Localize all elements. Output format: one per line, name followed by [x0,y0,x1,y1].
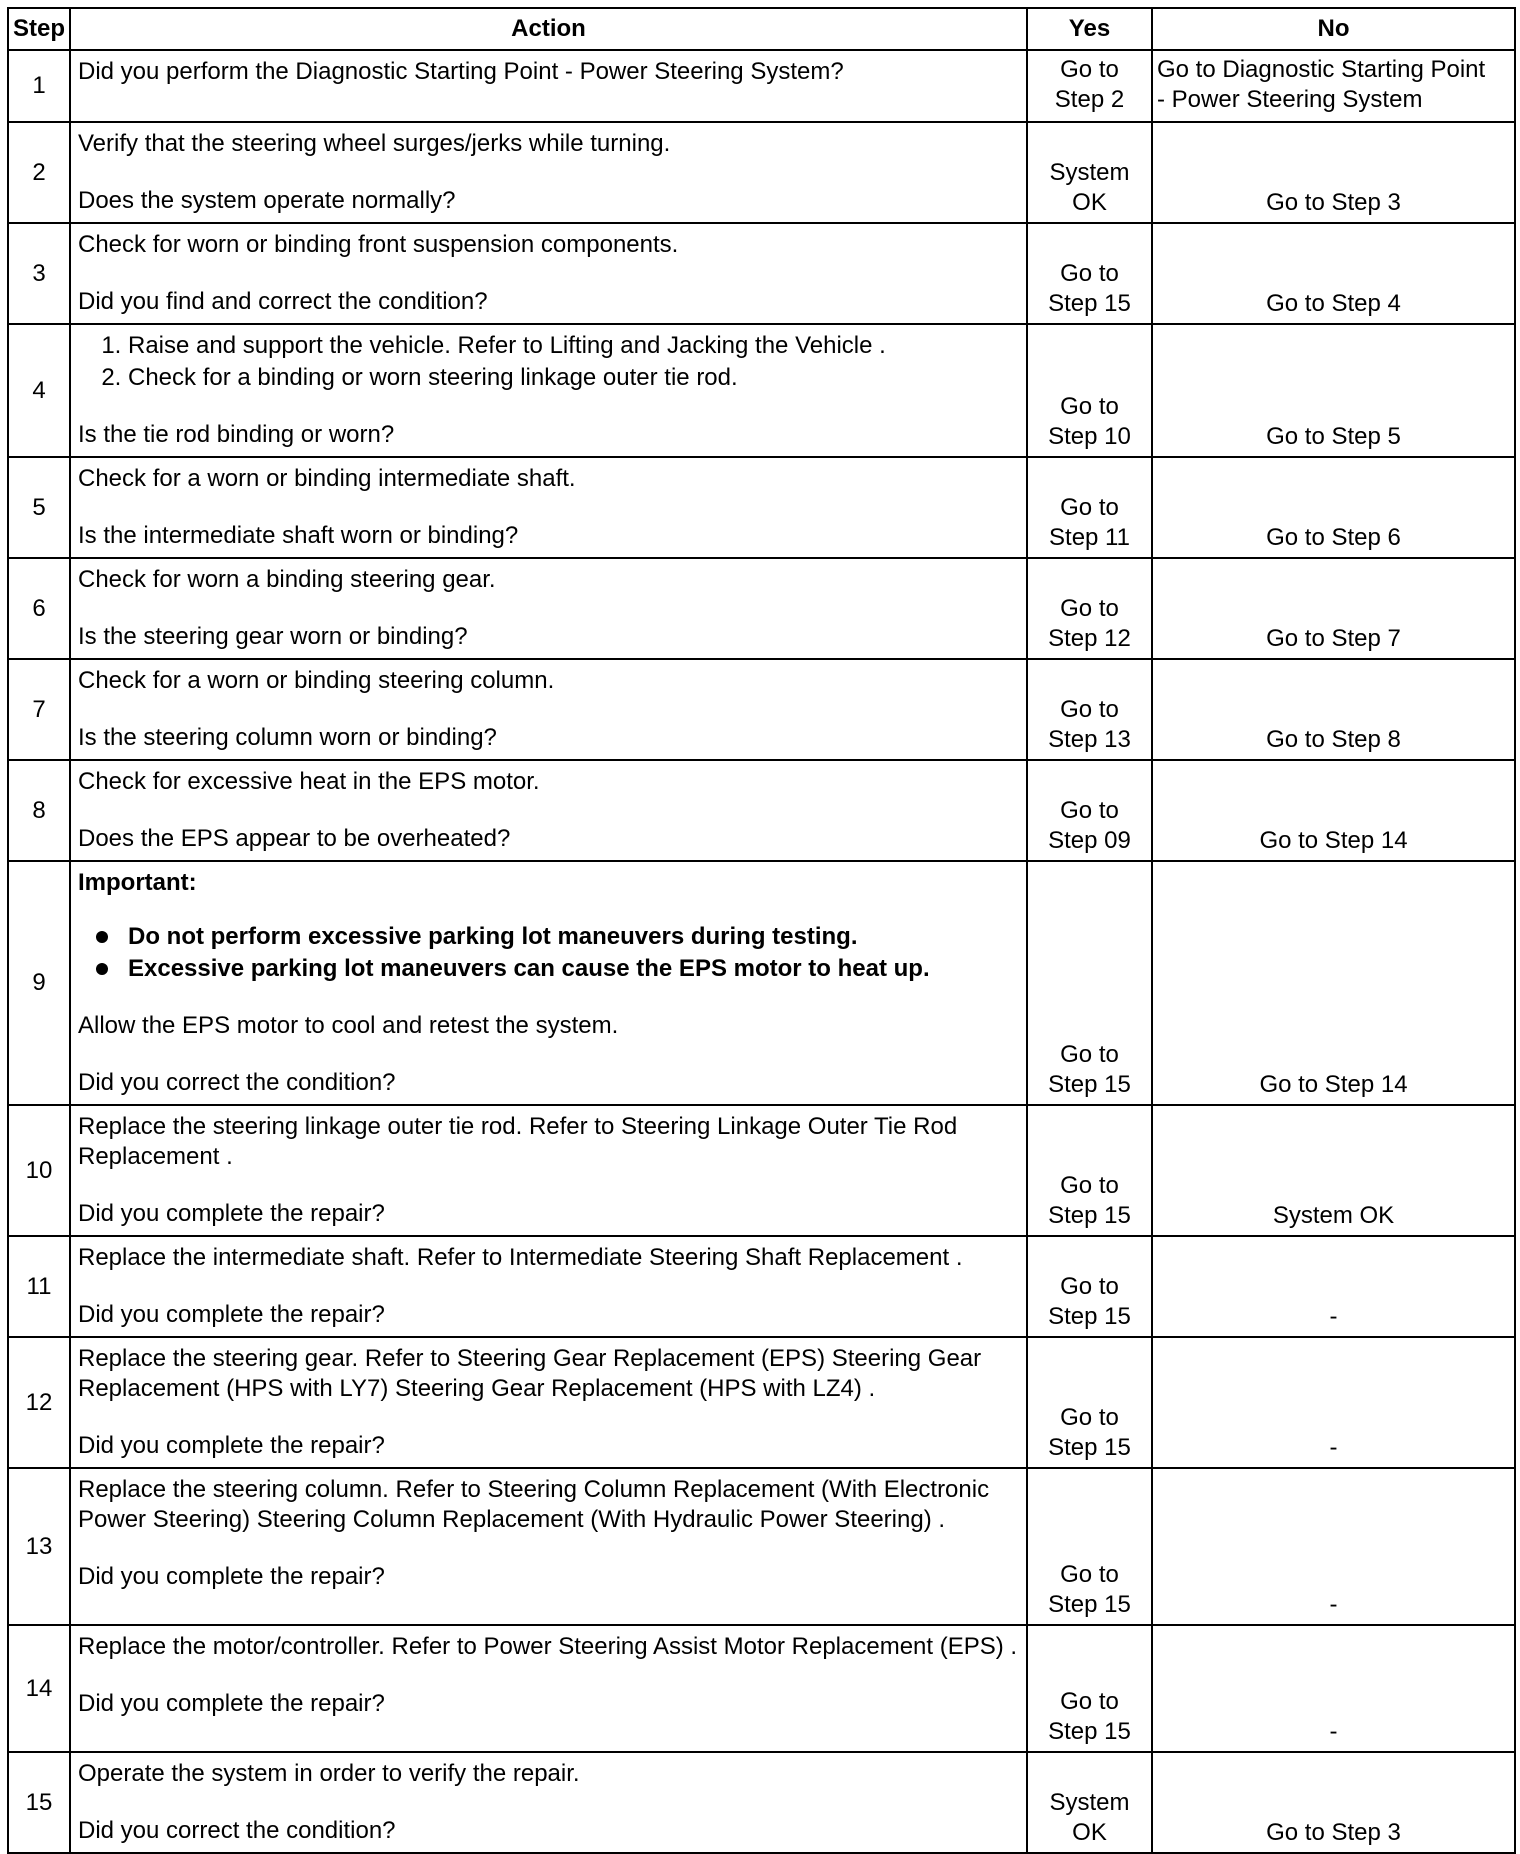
action-cell [70,50,1027,122]
header-no: No [1152,8,1515,50]
no-result [1152,324,1515,457]
action-question: Did you complete the repair? [78,1432,385,1459]
no-line: - [1329,1718,1338,1745]
bullet-icon [96,931,108,943]
action-question: Does the system operate normally? [78,187,456,214]
no-line: - [1329,1303,1338,1330]
header-yes: Yes [1027,8,1152,50]
action-text: Check for excessive heat in the EPS motor. [78,768,540,795]
table-row [8,1236,1515,1337]
yes-line: Go to [1060,494,1119,521]
action-question: Did you complete the repair? [78,1200,385,1227]
action-question: Did you perform the Diagnostic Starting Point - Power Steering System? [78,58,844,85]
table-row [8,760,1515,861]
action-cell [70,1752,1027,1853]
action-cell [70,457,1027,558]
yes-line: Go to [1060,1273,1119,1300]
yes-line: Go to [1060,595,1119,622]
action-cell [70,861,1027,1105]
yes-line: Step 09 [1048,827,1131,854]
action-question: Did you complete the repair? [78,1690,385,1717]
step-number: 7 [8,659,70,760]
action-cell [70,659,1027,760]
important-text: Do not perform excessive parking lot maneuvers during testing. [128,923,858,950]
no-line: System OK [1272,1202,1395,1229]
yes-line: OK [1072,1819,1107,1846]
step-number: 15 [8,1752,70,1853]
yes-line: Step 12 [1048,625,1131,652]
yes-result [1027,1236,1152,1337]
yes-line: Step 15 [1048,1434,1131,1461]
yes-result [1027,1625,1152,1752]
no-result [1152,659,1515,760]
table-row [8,861,1515,1105]
step-number: 11 [8,1236,70,1337]
action-text: Check for a worn or binding intermediate shaft. [78,465,576,492]
yes-line: Step 15 [1048,1591,1131,1618]
procedure-list [78,331,1018,393]
table-row [8,659,1515,760]
action-text: Check for worn or binding front suspension components. [78,231,679,258]
action-cell [70,558,1027,659]
yes-result [1027,1337,1152,1468]
action-text: Replace the motor/controller. Refer to Power Steering Assist Motor Replacement (EPS) . [78,1633,1018,1660]
action-cell [70,122,1027,223]
action-text: Operate the system in order to verify the repair. [78,1760,580,1787]
action-question: Does the EPS appear to be overheated? [78,825,511,852]
header-row [8,8,1515,50]
yes-result [1027,122,1152,223]
no-result [1152,1752,1515,1853]
yes-line: Go to [1060,393,1119,420]
bullet-icon [96,963,108,975]
no-result [1152,122,1515,223]
header-action: Action [70,8,1027,50]
table-row [8,558,1515,659]
no-result [1152,861,1515,1105]
yes-line: Step 15 [1048,290,1131,317]
yes-line: System [1049,1789,1130,1816]
action-text: Allow the EPS motor to cool and retest the system. [78,1012,619,1039]
no-line: Go to Step 14 [1259,827,1408,854]
yes-result [1027,861,1152,1105]
no-result [1152,1625,1515,1752]
no-line: - Power Steering System [1157,86,1423,113]
action-question: Did you complete the repair? [78,1301,385,1328]
table-row [8,1752,1515,1853]
yes-line: Go to [1060,1561,1119,1588]
yes-result [1027,760,1152,861]
action-cell [70,223,1027,324]
action-question: Is the steering column worn or binding? [78,724,497,751]
yes-line: Step 15 [1048,1303,1131,1330]
action-cell [70,1625,1027,1752]
yes-line: Go to [1060,1172,1119,1199]
important-item [128,922,1018,952]
action-text: Verify that the steering wheel surges/jerks while turning. [78,130,671,157]
action-question: Is the tie rod binding or worn? [78,421,395,448]
procedure-item: 2. Check for a binding or worn steering linkage outer tie rod. [128,363,1018,393]
action-question: Is the steering gear worn or binding? [78,623,468,650]
action-question: Did you find and correct the condition? [78,288,488,315]
action-text: Check for worn a binding steering gear. [78,566,496,593]
important-list [78,922,1018,984]
yes-line: Go to [1060,696,1119,723]
no-line: Go to Step 7 [1266,625,1401,652]
action-cell [70,1236,1027,1337]
yes-line: System [1049,159,1130,186]
yes-result [1027,1752,1152,1853]
table-row [8,122,1515,223]
step-number: 10 [8,1105,70,1236]
no-line: Go to Step 3 [1266,1819,1401,1846]
no-result [1152,457,1515,558]
no-line: Go to Diagnostic Starting Point [1157,56,1486,83]
no-result [1152,558,1515,659]
action-text: Replace the steering column. Refer to Steering Column Replacement (With Electronic Power Steering) Steering Column Replacement (With Hydraulic Power Steering) . [78,1476,990,1533]
no-line: Go to Step 4 [1266,290,1401,317]
step-number: 3 [8,223,70,324]
yes-result [1027,659,1152,760]
important-text: Excessive parking lot maneuvers can cause the EPS motor to heat up. [128,955,930,982]
step-number: 13 [8,1468,70,1625]
no-line: Go to Step 5 [1266,423,1401,450]
action-cell [70,324,1027,457]
no-line: - [1329,1591,1338,1618]
yes-line: Step 15 [1048,1071,1131,1098]
yes-result [1027,457,1152,558]
no-result [1152,1468,1515,1625]
table-row [8,1337,1515,1468]
important-item [128,954,1018,984]
yes-result [1027,223,1152,324]
table-row [8,50,1515,122]
no-line: - [1329,1434,1338,1461]
step-number: 1 [8,50,70,122]
step-number: 4 [8,324,70,457]
yes-line: Go to [1060,1688,1119,1715]
no-result [1152,223,1515,324]
no-result [1152,1236,1515,1337]
table-row [8,324,1515,457]
no-line: Go to Step 6 [1266,524,1401,551]
procedure-item: 1. Raise and support the vehicle. Refer to Lifting and Jacking the Vehicle . [128,331,1018,361]
yes-result [1027,50,1152,122]
yes-result [1027,1105,1152,1236]
yes-line: Go to [1060,260,1119,287]
header-step: Step [8,8,70,50]
no-line: Go to Step 14 [1259,1071,1408,1098]
action-cell [70,1337,1027,1468]
diagnostic-table-container [7,7,1516,1854]
action-text: Replace the intermediate shaft. Refer to Intermediate Steering Shaft Replacement . [78,1244,963,1271]
diagnostic-table [7,7,1516,1854]
no-line: Go to Step 8 [1266,726,1401,753]
yes-line: OK [1072,189,1107,216]
action-question: Did you correct the condition? [78,1817,396,1844]
step-number: 8 [8,760,70,861]
action-question: Is the intermediate shaft worn or binding? [78,522,519,549]
step-number: 14 [8,1625,70,1752]
yes-line: Step 13 [1048,726,1131,753]
yes-result [1027,324,1152,457]
step-number: 2 [8,122,70,223]
step-number: 9 [8,861,70,1105]
yes-line: Step 11 [1049,524,1130,551]
yes-line: Step 15 [1048,1718,1131,1745]
table-row [8,1625,1515,1752]
step-number: 5 [8,457,70,558]
action-cell [70,1105,1027,1236]
action-question: Did you correct the condition? [78,1069,396,1096]
table-row [8,457,1515,558]
table-row [8,1468,1515,1625]
important-label: Important: [78,869,197,896]
step-number: 12 [8,1337,70,1468]
action-cell [70,1468,1027,1625]
action-cell [70,760,1027,861]
yes-result [1027,558,1152,659]
yes-line: Step 2 [1054,86,1125,113]
yes-line: Go to [1060,797,1119,824]
no-result [1152,1105,1515,1236]
action-text: Check for a worn or binding steering column. [78,667,555,694]
action-text: Replace the steering gear. Refer to Steering Gear Replacement (EPS) Steering Gear Replacement (HPS with LY7) Steering Gear Replacement (HPS with LZ4) . [78,1345,982,1402]
no-result [1152,760,1515,861]
yes-line: Go to [1060,1404,1119,1431]
step-number: 6 [8,558,70,659]
yes-line: Step 10 [1048,423,1131,450]
no-result [1152,1337,1515,1468]
yes-line: Go to [1060,1041,1119,1068]
no-result [1152,50,1515,122]
table-row [8,1105,1515,1236]
table-row [8,223,1515,324]
yes-line: Go to [1060,56,1119,83]
yes-line: Step 15 [1048,1202,1131,1229]
no-line: Go to Step 3 [1266,189,1401,216]
action-text: Replace the steering linkage outer tie rod. Refer to Steering Linkage Outer Tie Rod Replacement . [78,1113,958,1170]
yes-result [1027,1468,1152,1625]
action-question: Did you complete the repair? [78,1563,385,1590]
